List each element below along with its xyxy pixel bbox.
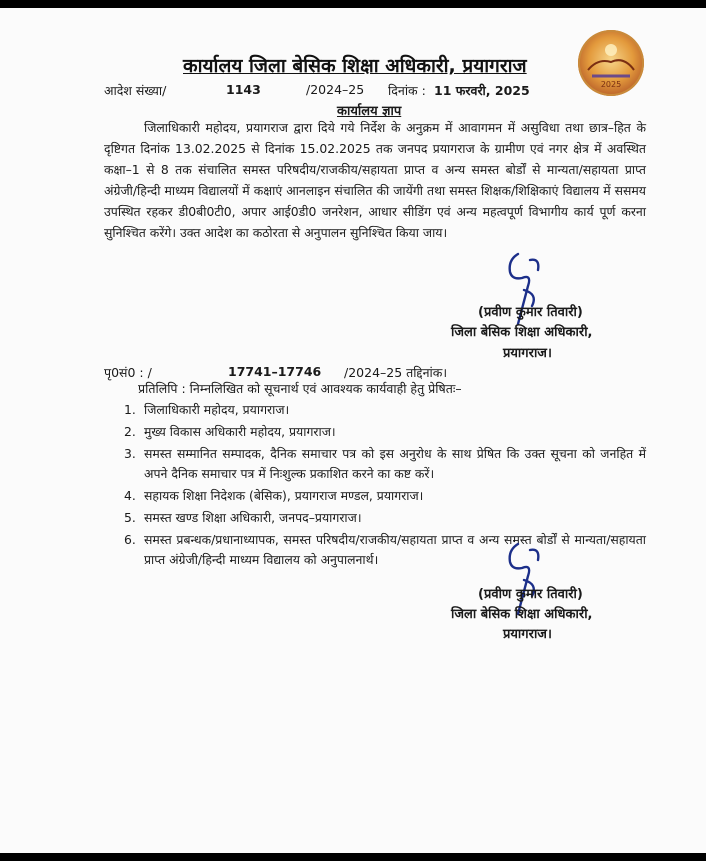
copy-intro: प्रतिलिपि : निम्नलिखित को सूचनार्थ एवं आवश्यक कार्यवाही हेतु प्रेषितः– (138, 381, 462, 396)
list-item: 4. सहायक शिक्षा निदेशक (बेसिक), प्रयागराज मण्डल, प्रयागराज। (124, 488, 424, 503)
list-item: 6. समस्त प्रबन्धक/प्रधानाध्यापक, समस्त परिषदीय/राजकीय/सहायता प्राप्त व अन्य समस्त बोर्डों से मान्यता/सहायता प्राप्त अंग्रेजी/हिन्दी माध्यम विद्यालय को अनुपालनार्थ। (124, 532, 646, 567)
signatory-name: (प्रवीण कुमार तिवारी) (478, 305, 583, 320)
office-title: कार्यालय जिला बेसिक शिक्षा अधिकारी, प्रयागराज (183, 55, 527, 77)
memo-title: कार्यालय ज्ञाप (337, 104, 402, 119)
list-item: 2. मुख्य विकास अधिकारी महोदय, प्रयागराज। (124, 424, 336, 439)
list-item: 1. जिलाधिकारी महोदय, प्रयागराज। (124, 402, 290, 417)
recipient-list (124, 400, 646, 572)
signatory-place: प्रयागराज। (503, 346, 552, 361)
seal-year-text: 2025 (600, 80, 622, 89)
memo-body: जिलाधिकारी महोदय, प्रयागराज द्वारा दिये गये निर्देश के अनुक्रम में आवागमन में असुविधा तथा छात्र–हित के दृष्टिगत दिनांक 13.02.2025 से दिनांक 15.02.2025 तक जनपद प्रयागराज के ग्रामीण एवं नगर क्षेत्र में अवस्थित कक्षा–1 से 8 तक संचालित समस्त परिषदीय/राजकीय/सहायता प्राप्त व अन्य समस्त बोर्डों से मान्यता/सहायता प्राप्त अंग्रेजी/हिन्दी माध्यम विद्यालयों में कक्षाएं आनलाइन संचालित की जायेंगी तथा समस्त शिक्षक/शिक्षिकाएं विद्यालय में ससमय उपस्थित रहकर डी0बी0टी0, अपार आई0डी0 जनरेशन, आधार सीडिंग एवं अन्य महत्वपूर्ण विभागीय कार्य पूर्ण करना सुनिश्चित करेंगे। उक्त आदेश का कठोरता से अनुपालन सुनिश्चित किया जाय। (104, 120, 646, 240)
signatory-designation-2: जिला बेसिक शिक्षा अधिकारी, (451, 607, 593, 622)
order-number: 1143 (226, 82, 261, 97)
signatory-place-2: प्रयागराज। (503, 627, 552, 642)
kumbh-logo-seal (578, 30, 644, 96)
list-item: 3. समस्त सम्मानित सम्पादक, दैनिक समाचार पत्र को इस अनुरोध के साथ प्रेषित कि उक्त सूचना को जनहित में अपने दैनिक समाचार पत्र में निःशुल्क प्रकाशित करने का कष्ट करें। (124, 446, 646, 481)
endorsement-label: पृ0सं0 : / (104, 365, 152, 380)
signature-block-1 (478, 302, 583, 320)
endorsement-year: /2024–25 तद्दिनांक। (344, 365, 448, 380)
bottom-border (0, 853, 706, 861)
order-label: आदेश संख्या/ (104, 83, 167, 98)
order-date: 11 फरवरी, 2025 (434, 83, 530, 98)
list-item: 5. समस्त खण्ड शिक्षा अधिकारी, जनपद–प्रयागराज। (124, 510, 362, 525)
date-label: दिनांक : (388, 83, 426, 98)
signatory-name-2: (प्रवीण कुमार तिवारी) (478, 587, 583, 602)
signatory-designation: जिला बेसिक शिक्षा अधिकारी, (451, 325, 593, 340)
endorsement-number: 17741–17746 (228, 364, 322, 379)
order-year: /2024–25 (306, 82, 365, 97)
